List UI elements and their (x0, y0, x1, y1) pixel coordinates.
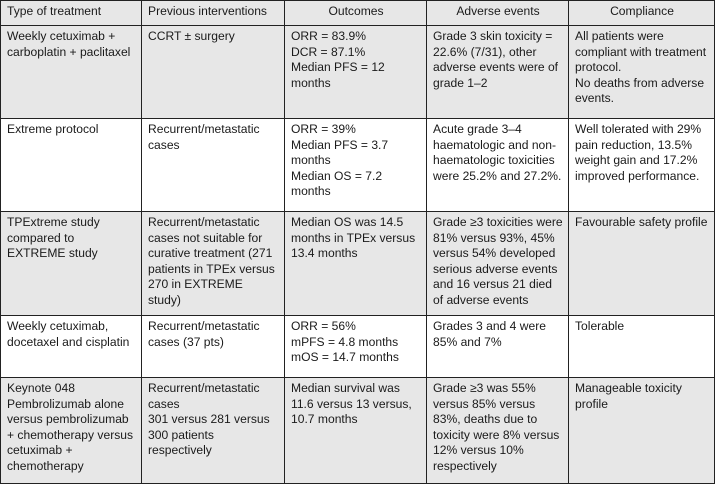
header-compliance: Compliance (569, 1, 715, 26)
header-adverse-events: Adverse events (427, 1, 569, 26)
cell-outcomes: Median OS was 14.5 months in TPEx versus 13.4 months (285, 212, 427, 316)
cell-adverse: Grade ≥3 toxicities were 81% versus 93%, 45% versus 54% developed serious adverse events and 16 versus 21 died of adverse events (427, 212, 569, 316)
header-type-of-treatment: Type of treatment (1, 1, 142, 26)
cell-compliance: Favourable safety profile (569, 212, 715, 316)
header-row (1, 1, 715, 26)
cell-adverse: Acute grade 3–4 haematologic and non-haematologic toxicities were 25.2% and 27.2%. (427, 119, 569, 212)
cell-treatment: Keynote 048 Pembrolizumab alone versus pembrolizumab + chemotherapy versus cetuximab + chemotherapy (1, 378, 142, 484)
cell-previous: Recurrent/metastatic cases (37 pts) (142, 316, 285, 378)
cell-treatment: Weekly cetuximab + carboplatin + paclitaxel (1, 26, 142, 119)
table-row (1, 119, 715, 212)
header-outcomes: Outcomes (285, 1, 427, 26)
cell-previous: Recurrent/metastatic cases not suitable for curative treatment (271 patients in TPEx versus 270 in EXTREME study) (142, 212, 285, 316)
table-row (1, 378, 715, 484)
cell-adverse: Grade 3 skin toxicity = 22.6% (7/31), other adverse events were of grade 1–2 (427, 26, 569, 119)
header-previous-interventions: Previous interventions (142, 1, 285, 26)
table-row (1, 26, 715, 119)
cell-adverse: Grades 3 and 4 were 85% and 7% (427, 316, 569, 378)
cell-previous: Recurrent/metastatic cases 301 versus 281 versus 300 patients respectively (142, 378, 285, 484)
cell-outcomes: ORR = 83.9% DCR = 87.1% Median PFS = 12 months (285, 26, 427, 119)
cell-previous: CCRT ± surgery (142, 26, 285, 119)
cell-compliance: Manageable toxicity profile (569, 378, 715, 484)
cell-outcomes: ORR = 56% mPFS = 4.8 months mOS = 14.7 months (285, 316, 427, 378)
cell-compliance: All patients were compliant with treatment protocol. No deaths from adverse events. (569, 26, 715, 119)
table-row (1, 212, 715, 316)
cell-treatment: Weekly cetuximab, docetaxel and cisplatin (1, 316, 142, 378)
cell-previous: Recurrent/metastatic cases (142, 119, 285, 212)
cell-compliance: Tolerable (569, 316, 715, 378)
cell-outcomes: Median survival was 11.6 versus 13 versus, 10.7 months (285, 378, 427, 484)
cell-outcomes: ORR = 39% Median PFS = 3.7 months Median OS = 7.2 months (285, 119, 427, 212)
cell-treatment: TPExtreme study compared to EXTREME study (1, 212, 142, 316)
cell-adverse: Grade ≥3 was 55% versus 85% versus 83%, deaths due to toxicity were 8% versus 12% versus 10% respectively (427, 378, 569, 484)
cell-treatment: Extreme protocol (1, 119, 142, 212)
cell-compliance: Well tolerated with 29% pain reduction, 13.5% weight gain and 17.2% improved performance. (569, 119, 715, 212)
table-row (1, 316, 715, 378)
